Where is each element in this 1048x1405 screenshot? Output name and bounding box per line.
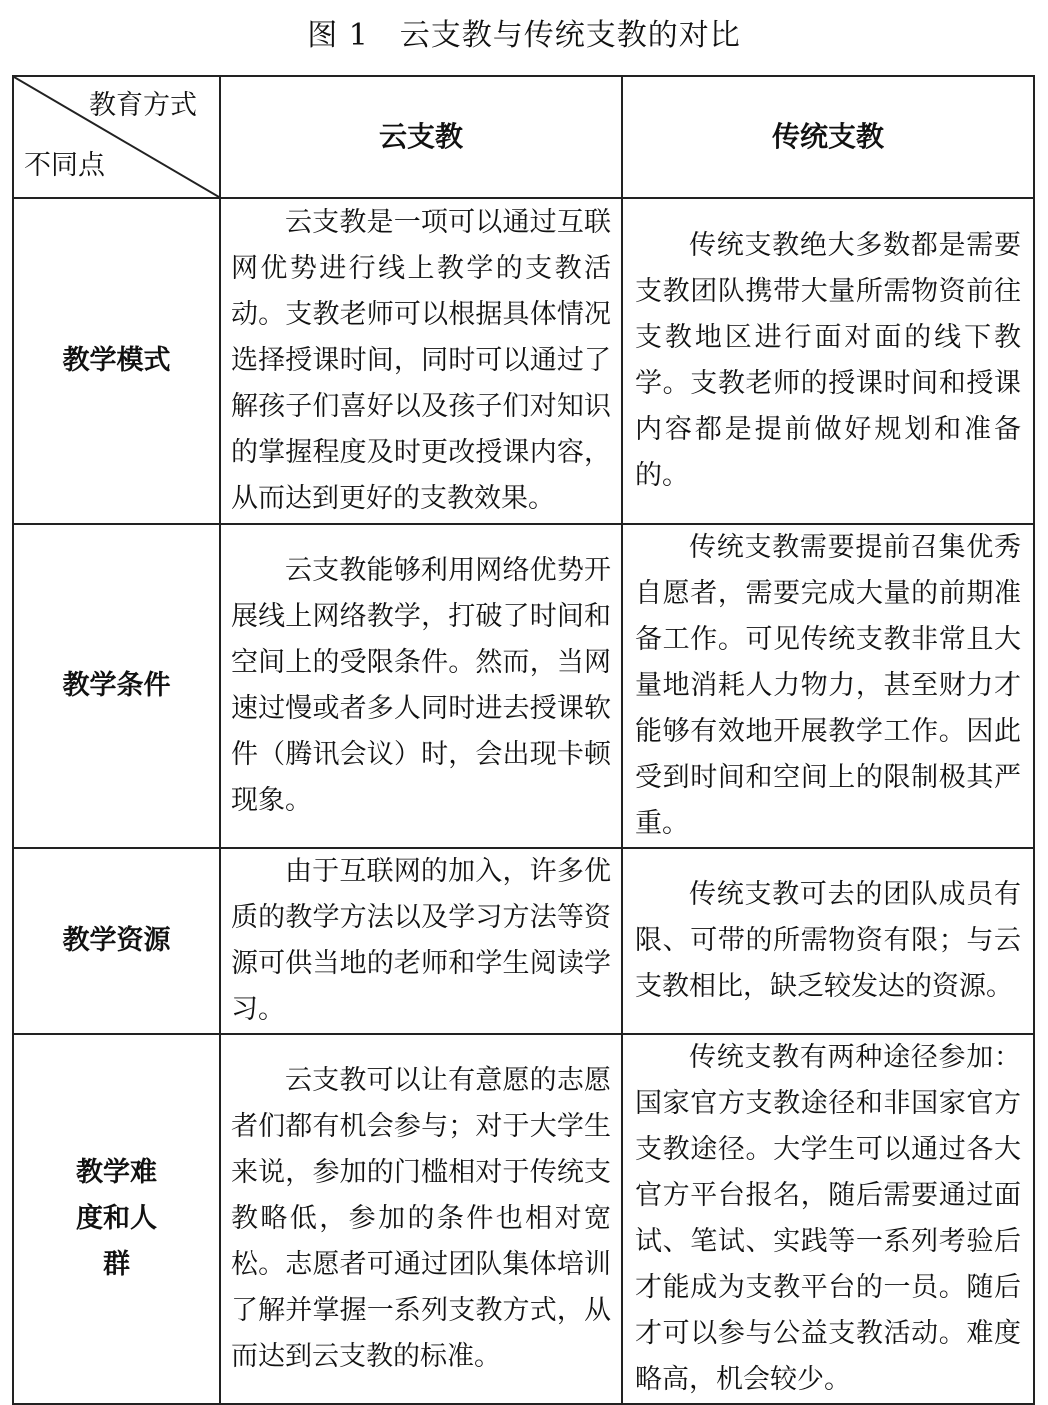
header-cloud: 云支教 [220, 76, 622, 198]
cloud-cell: 云支教能够利用网络优势开展线上网络教学，打破了时间和空间上的受限条件。然而，当网速过慢或者多人同时进去授课软件（腾讯会议）时，会出现卡顿现象。 [231, 555, 611, 816]
header-differences: 不同点 [24, 150, 105, 181]
figure-title: 图 1 云支教与传统支教的对比 [307, 18, 741, 53]
table-row [13, 524, 1034, 848]
row-label: 教学条件 [13, 524, 220, 848]
traditional-cell: 传统支教有两种途径参加：国家官方支教途径和非国家官方支教途径。大学生可以通过各大官方平台报名，随后需要通过面试、笔试、实践等一系列考验后才能成为支教平台的一员。随后才可以参与公益支教活动。难度略高，机会较少。 [635, 1042, 1021, 1395]
cloud-cell: 云支教可以让有意愿的志愿者们都有机会参与；对于大学生来说，参加的门槛相对于传统支教略低，参加的条件也相对宽松。志愿者可通过团队集体培训了解并掌握一系列支教方式，从而达到云支教的标准。 [231, 1065, 611, 1372]
table-row [13, 198, 1034, 524]
row-label: 教学模式 [13, 198, 220, 524]
traditional-cell: 传统支教需要提前召集优秀自愿者，需要完成大量的前期准备工作。可见传统支教非常且大量地消耗人力物力，甚至财力才能够有效地开展教学工作。因此受到时间和空间上的限制极其严重。 [635, 532, 1021, 839]
cloud-cell: 云支教是一项可以通过互联网优势进行线上教学的支教活动。支教老师可以根据具体情况选择授课时间，同时可以通过了解孩子们喜好以及孩子们对知识的掌握程度及时更改授课内容，从而达到更好的支教效果。 [231, 207, 611, 514]
cloud-cell: 由于互联网的加入，许多优质的教学方法以及学习方法等资源可供当地的老师和学生阅读学习。 [231, 856, 611, 1025]
header-education-method: 教育方式 [89, 90, 197, 121]
traditional-cell: 传统支教可去的团队成员有限、可带的所需物资有限；与云支教相比，缺乏较发达的资源。 [635, 879, 1021, 1002]
header-row [13, 76, 1034, 198]
table-row [13, 848, 1034, 1034]
table-row [13, 1034, 1034, 1404]
traditional-cell: 传统支教绝大多数都是需要支教团队携带大量所需物资前往支教地区进行面对面的线下教学。支教老师的授课时间和授课内容都是提前做好规划和准备的。 [635, 230, 1021, 491]
row-label: 教学难度和人群 [13, 1034, 220, 1404]
header-traditional: 传统支教 [622, 76, 1034, 198]
row-label: 教学资源 [13, 848, 220, 1034]
comparison-table [12, 75, 1035, 1405]
diagonal-header-cell [13, 76, 220, 198]
